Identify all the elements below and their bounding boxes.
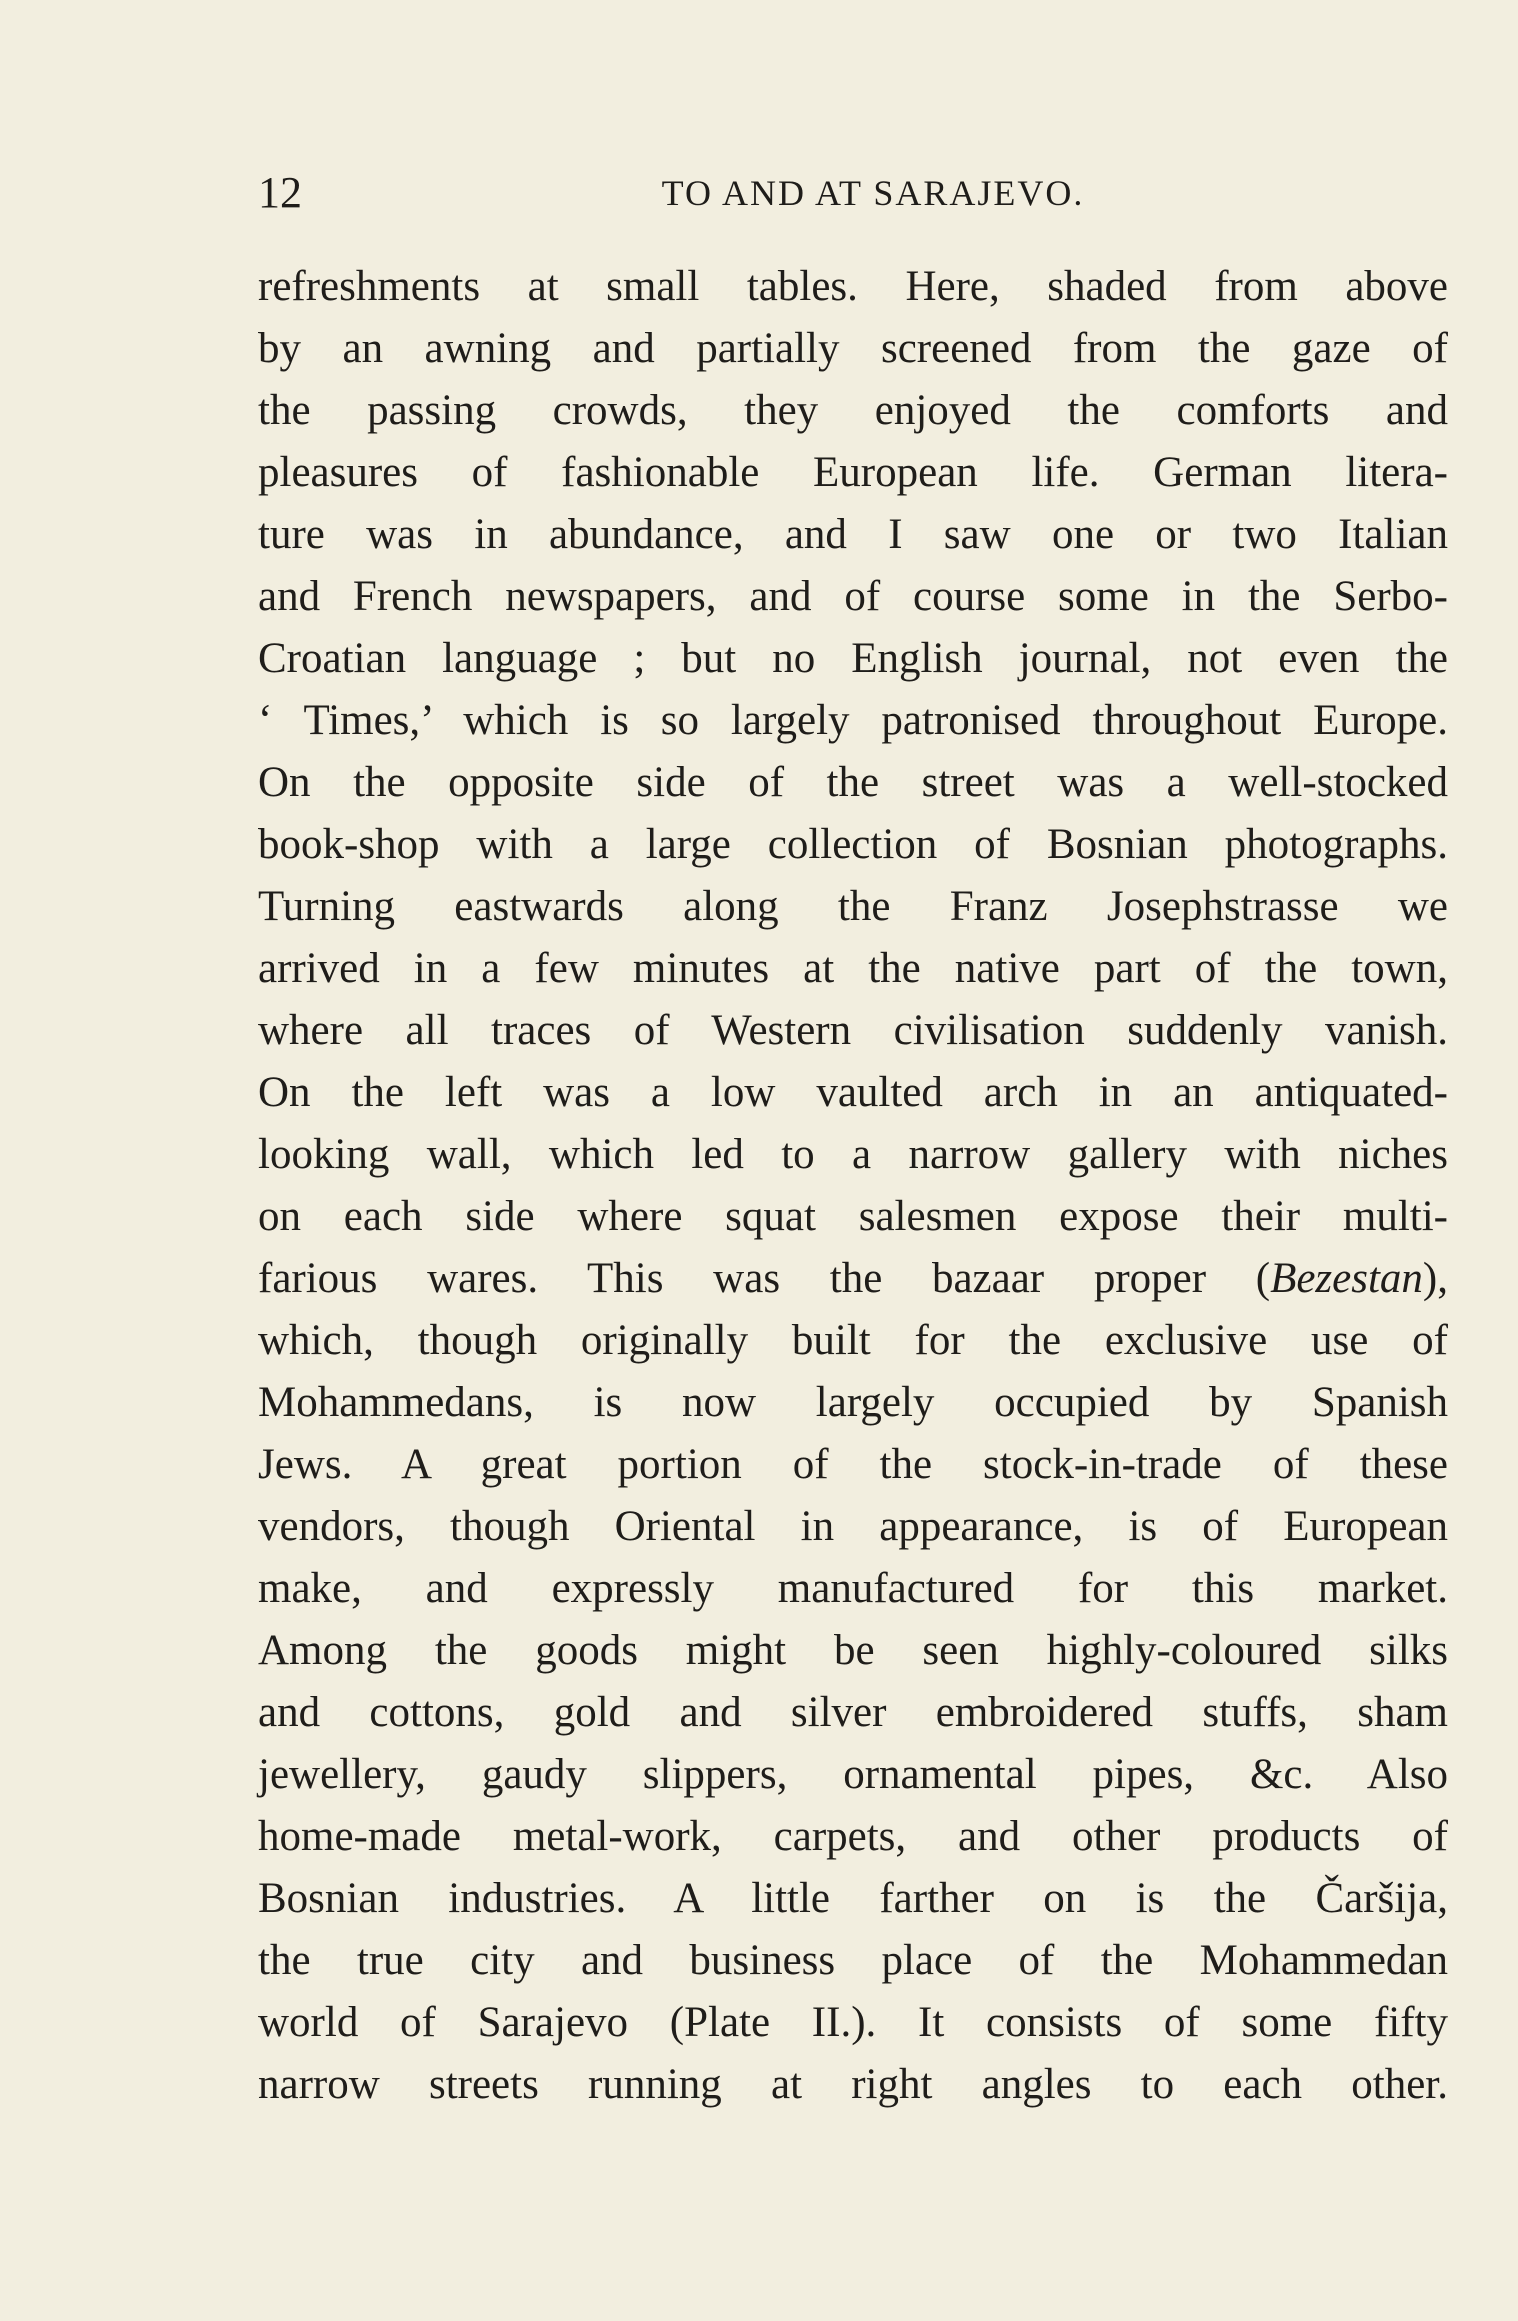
text-line: book-shop with a large collection of Bosnian photographs.	[258, 821, 1448, 868]
text-line: On the left was a low vaulted arch in an antiquated-	[258, 1069, 1448, 1116]
running-head	[258, 166, 1448, 220]
text-fragment: farious wares. This was the bazaar proper (	[258, 1255, 1271, 1302]
italic-term: Bezestan	[1270, 1255, 1423, 1302]
text-line-with-italic	[258, 1248, 1448, 1310]
text-line: ture was in abundance, and I saw one or two Italian	[258, 511, 1448, 558]
text-line: arrived in a few minutes at the native part of the town,	[258, 945, 1448, 992]
body-text	[258, 256, 1448, 2116]
text-line: ‘ Times,’ which is so largely patronised throughout Europe.	[258, 697, 1448, 744]
text-line: jewellery, gaudy slippers, ornamental pipes, &c. Also	[258, 1751, 1448, 1798]
text-line: vendors, though Oriental in appearance, is of European	[258, 1503, 1448, 1550]
text-line: Turning eastwards along the Franz Josephstrasse we	[258, 883, 1448, 930]
text-line: by an awning and partially screened from the gaze of	[258, 325, 1448, 372]
text-line: and French newspapers, and of course some in the Serbo-	[258, 573, 1448, 620]
text-fragment: ),	[1422, 1255, 1448, 1302]
text-line: narrow streets running at right angles to each other.	[258, 2061, 1448, 2108]
text-line: the passing crowds, they enjoyed the comforts and	[258, 387, 1448, 434]
text-line: the true city and business place of the Mohammedan	[258, 1937, 1448, 1984]
text-line: Among the goods might be seen highly-coloured silks	[258, 1627, 1448, 1674]
text-line: pleasures of fashionable European life. German litera-	[258, 449, 1448, 496]
text-line: refreshments at small tables. Here, shaded from above	[258, 263, 1448, 310]
text-line: which, though originally built for the exclusive use of	[258, 1317, 1448, 1364]
text-line: make, and expressly manufactured for this market.	[258, 1565, 1448, 1612]
page-number: 12	[258, 168, 302, 217]
running-title: TO AND AT SARAJEVO.	[661, 173, 1085, 213]
text-line: where all traces of Western civilisation suddenly vanish.	[258, 1007, 1448, 1054]
text-line: Jews. A great portion of the stock-in-trade of these	[258, 1441, 1448, 1488]
text-line: On the opposite side of the street was a well-stocked	[258, 759, 1448, 806]
text-line: looking wall, which led to a narrow gallery with niches	[258, 1131, 1448, 1178]
text-line: and cottons, gold and silver embroidered stuffs, sham	[258, 1689, 1448, 1736]
text-line: Croatian language ; but no English journal, not even the	[258, 635, 1448, 682]
text-line: world of Sarajevo (Plate II.). It consists of some fifty	[258, 1999, 1448, 2046]
text-line: Bosnian industries. A little farther on is the Čaršija,	[258, 1875, 1448, 1922]
text-line: Mohammedans, is now largely occupied by Spanish	[258, 1379, 1448, 1426]
text-line: on each side where squat salesmen expose their multi-	[258, 1193, 1448, 1240]
text-line: home-made metal-work, carpets, and other products of	[258, 1813, 1448, 1860]
